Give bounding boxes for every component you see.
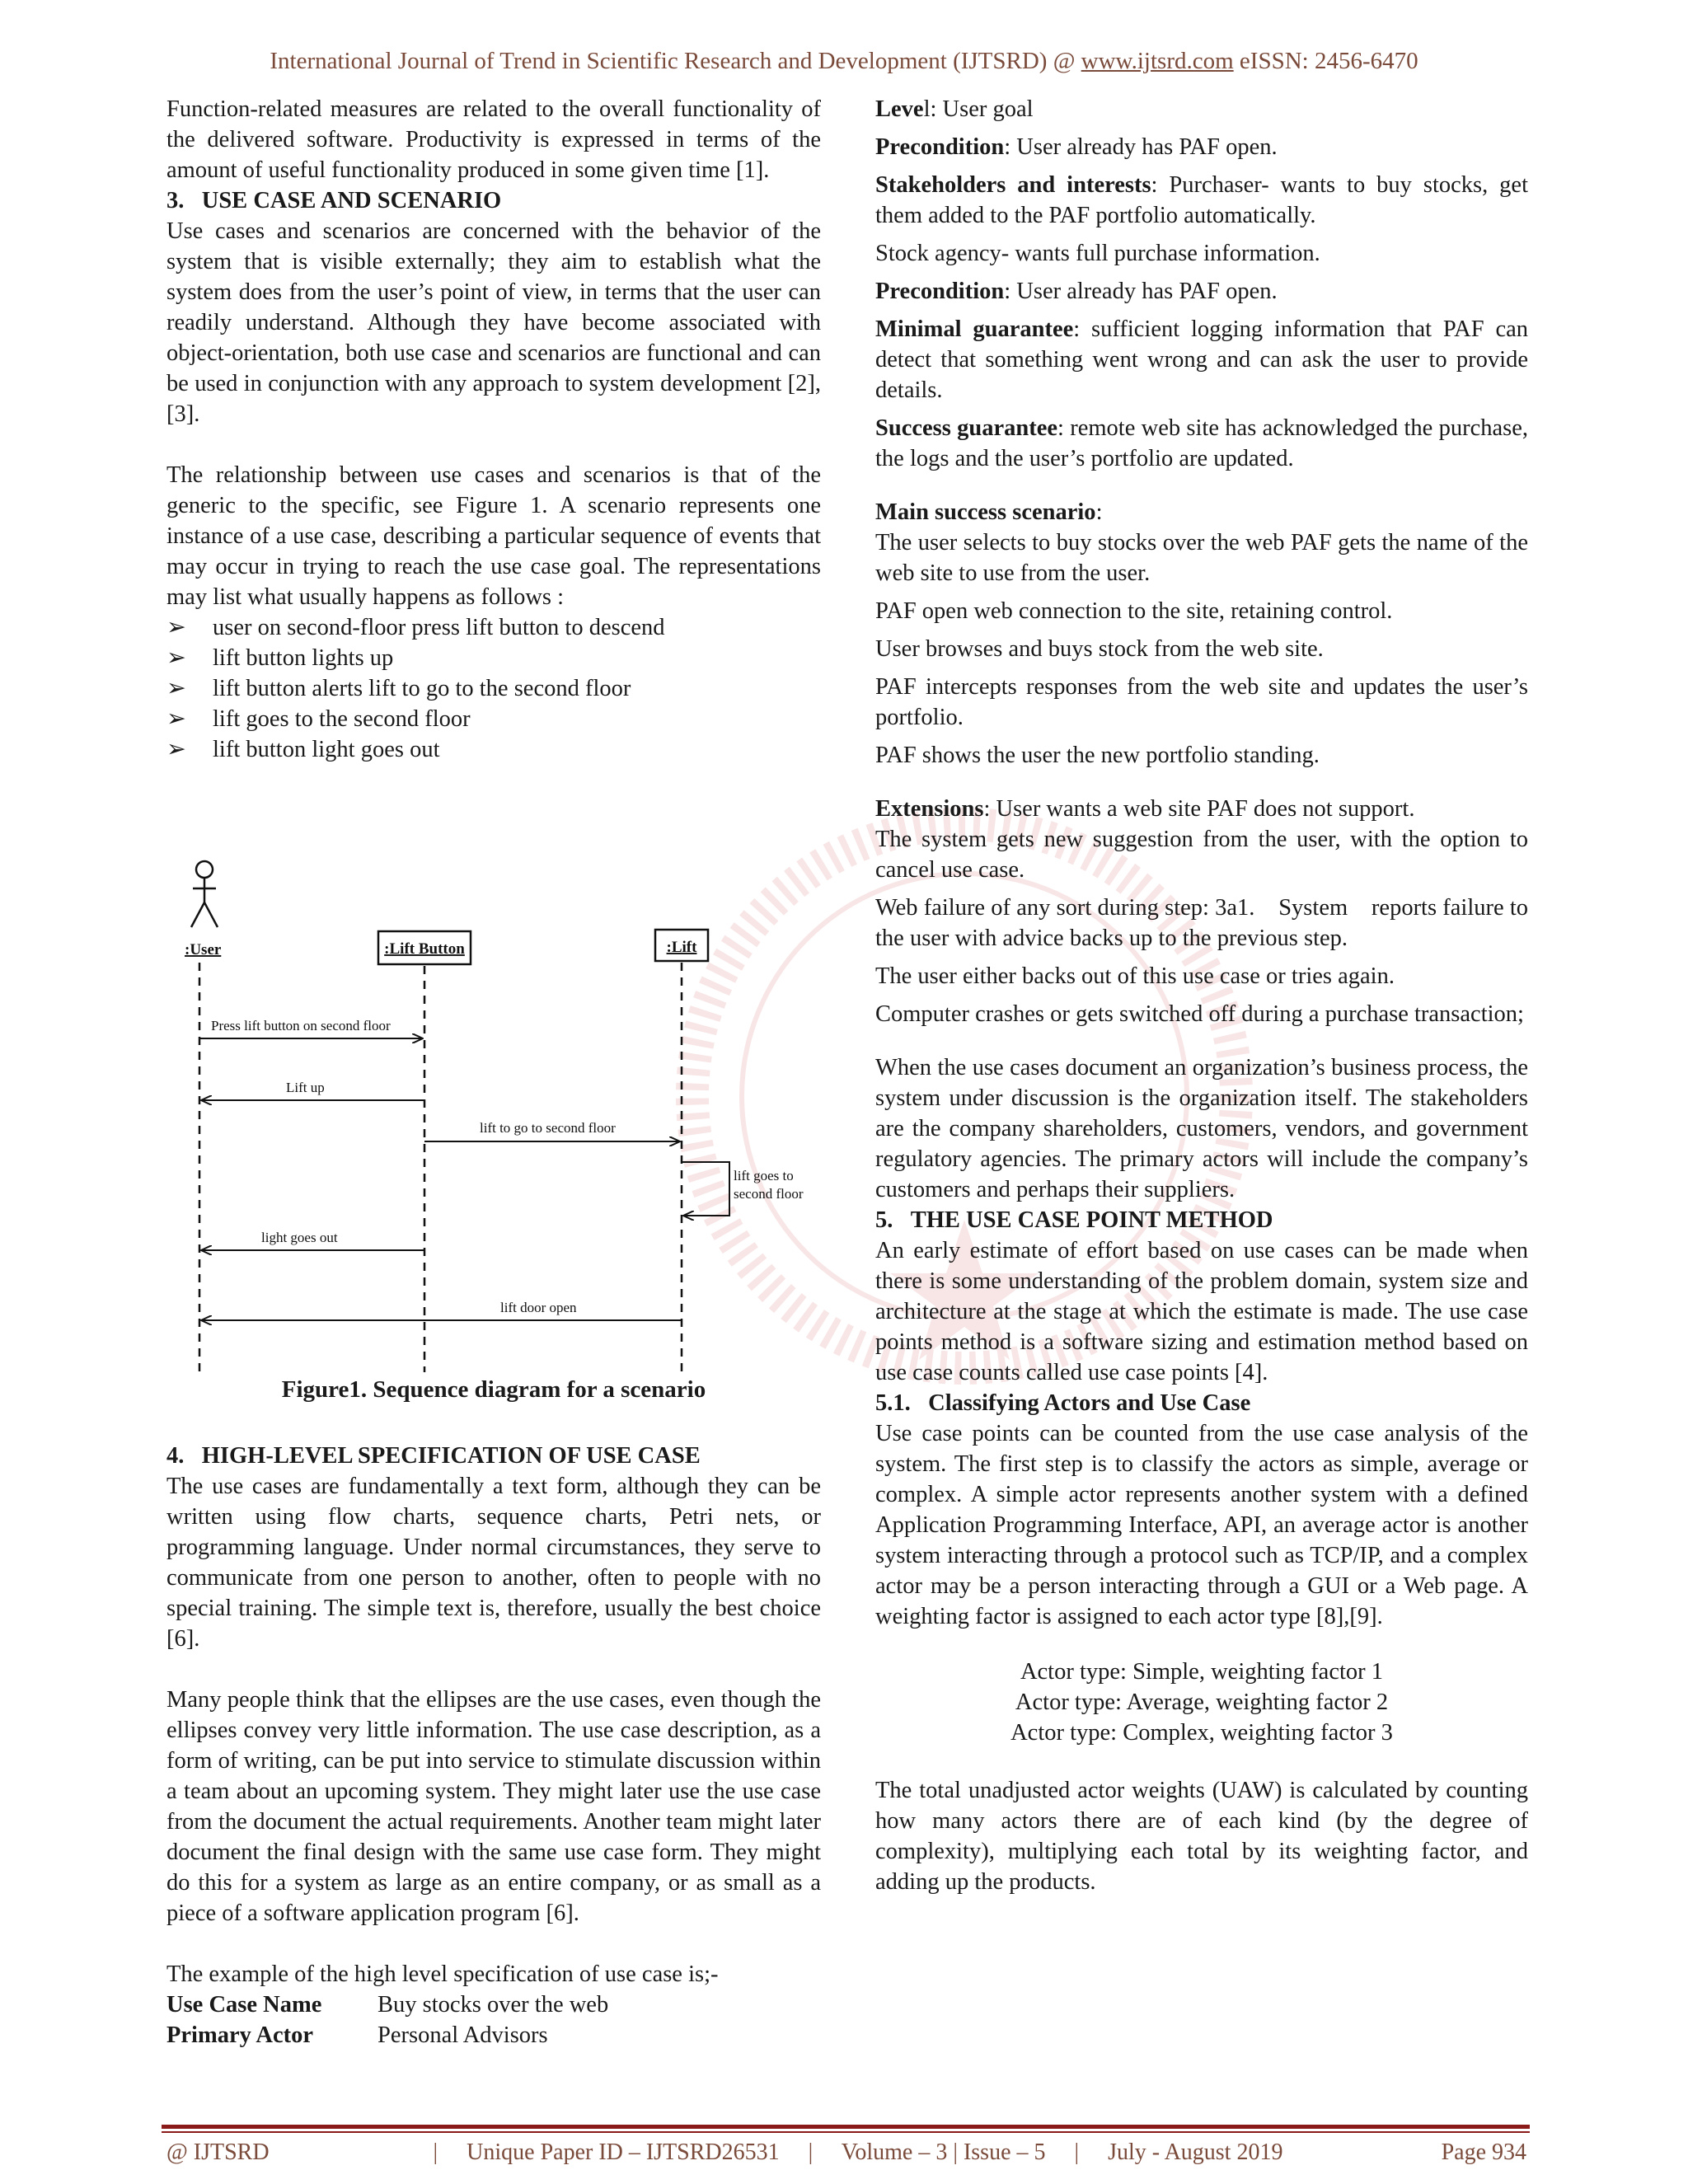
paragraph: The example of the high level specification of use case is;- [166,1961,719,1987]
list-item: ➢ lift goes to the second floor [166,704,821,734]
lifeline-label-lift-button: :Lift Button [384,940,465,958]
section-heading-3: 3. USE CASE AND SCENARIO [166,188,502,213]
running-header [0,48,1688,75]
extension-step: Computer crashes or gets switched off during a purchase transaction; [875,1001,1524,1027]
left-column-bottom [166,1441,821,2050]
footer-rule [162,2125,1530,2129]
paragraph: When the use cases document an organization’s business process, the system under discussion is the organization itself. The stakeholders are the company shareholders, customers, vendors, and government regulatory agencies. The primary actors will include the company’s customers and perhaps their suppliers. [875,1055,1528,1202]
self-message-arrow [682,1162,729,1216]
list-item: ➢ user on second-floor press lift button to descend [166,612,821,643]
footer-journal: @ IJTSRD [166,2139,270,2165]
section-heading-5: 5. THE USE CASE POINT METHOD [875,1207,1273,1233]
field-value: Buy stocks over the web [377,1992,609,2018]
field-value: Personal Advisors [377,2022,548,2048]
precondition-row: Precondition: User already has PAF open. [875,134,1278,160]
paragraph: Many people think that the ellipses are the use cases, even though the ellipses convey very little information. The use case description, as a form of writing, can be put into service to stimulate discussion within a team about an upcoming system. They might later use the use case from the document the actual requirements. Another team might later document the final design with the same use case form. They might do this for a system as large as an entire company, or as small as a piece of a software application program [6]. [166,1687,821,1926]
message-label: lift to go to second floor [480,1120,616,1136]
message-label: Press lift button on second floor [211,1018,391,1033]
footer-rule [162,2131,1530,2133]
actor-type-list [875,1657,1528,1748]
list-item: ➢ lift button alerts lift to go to the second floor [166,673,821,704]
field-label: Use Case Name [166,1992,322,2018]
paragraph: Use case points can be counted from the use case analysis of the system. The first step is to classify the actors as simple, average or complex. A simple actor represents another system with a defined Application Programming Interface, API, an average actor is another system interacting through a protocol such as TCP/IP, and a complex actor may be a person interacting through a GUI or a Web page. A weighting factor is assigned to each actor type [8],[9]. [875,1421,1528,1629]
success-guarantee-row: Success guarantee: remote web site has acknowledged the purchase, the logs and the user’s portfolio are updated. [875,415,1528,471]
lifeline-label-lift: :Lift [666,939,697,956]
journal-name: International Journal of Trend in Scientific Research and Development (IJTSRD) @ [270,48,1081,74]
list-item: ➢ lift button lights up [166,643,821,673]
paragraph: The relationship between use cases and scenarios is that of the generic to the specific, see Figure 1. A scenario represents one instance of a use case, describing a particular sequence of events that may occur in trying to reach the use case goal. The representations may list what usually happens as follows : [166,462,821,610]
sequence-diagram [166,857,826,1372]
lifeline-label-user: :User [185,941,222,958]
scenario-list [166,612,821,765]
scenario-step: PAF shows the user the new portfolio standing. [875,743,1320,768]
extension-step: Web failure of any sort during step: 3a1. System reports failure to the user with advice backs up to the previous step. [875,895,1528,951]
arrow-bullet-icon: ➢ [166,737,186,762]
scenario-step: PAF intercepts responses from the web site and updates the user’s portfolio. [875,674,1528,730]
message-label: light goes out [261,1230,338,1245]
user-stick-figure-icon [191,861,218,927]
paragraph: The use cases are fundamentally a text form, although they can be written using flow charts, sequence charts, Petri nets, or programming language. Under normal circumstances, they serve to communicate from one person to another, often to people with no special training. The simple text is, therefore, usually the best choice [6]. [166,1474,821,1652]
message-label: lift door open [500,1300,577,1315]
message-label: Lift up [286,1080,325,1095]
paragraph: Stock agency- wants full purchase information. [875,241,1320,266]
paragraph: An early estimate of effort based on use cases can be made when there is some understanding of the problem domain, system size and architecture at the stage at which the estimate is made. The use case points method is a software sizing and estimation method based on use case counts called use case points [4]. [875,1238,1528,1385]
field-label: Primary Actor [166,2022,314,2048]
list-item: ➢ lift button light goes out [166,734,821,765]
figure-caption: Figure1. Sequence diagram for a scenario [281,1376,706,1403]
level-row: Level: User goal [875,96,1034,122]
stakeholders-row: Stakeholders and interests: Purchaser- wants to buy stocks, get them added to the PAF portfolio automatically. [875,172,1528,228]
extension-step: The system gets new suggestion from the user, with the option to cancel use case. [875,827,1528,883]
message-label: lift goes to [734,1168,794,1183]
scenario-step: PAF open web connection to the site, retaining control. [875,598,1393,624]
scenario-step: The user selects to buy stocks over the web PAF gets the name of the web site to use from the user. [875,530,1528,586]
right-column [875,94,1528,1897]
journal-link[interactable]: www.ijtsrd.com [1081,48,1234,74]
extensions-row: Extensions: User wants a web site PAF does not support. [875,796,1415,822]
footer-issue-info: | Unique Paper ID – IJTSRD26531 | Volume – 3 | Issue – 5 | July - August 2019 [410,2139,1283,2165]
use-case-name-row [166,1990,821,2020]
main-success-heading: Main success scenario: [875,499,1103,525]
message-label: second floor [734,1186,804,1202]
paragraph: Use cases and scenarios are concerned with the behavior of the system that is visible externally; they aim to establish what the system does from the user’s point of view, in terms that the user can readily understand. Although they have become associated with object-orientation, both use case and scenarios are functional and can be used in conjunction with any approach to system development [2],[3]. [166,218,821,427]
left-column-top [166,94,821,765]
eissn: eISSN: 2456-6470 [1233,48,1418,74]
arrow-bullet-icon: ➢ [166,706,186,732]
actor-type-line: Actor type: Simple, weighting factor 1 [1020,1659,1384,1685]
arrow-bullet-icon: ➢ [166,615,186,640]
precondition-row: Precondition: User already has PAF open. [875,279,1278,304]
page-number: Page 934 [1441,2139,1526,2165]
paragraph: Function-related measures are related to the overall functionality of the delivered software. Productivity is expressed in terms of the amount of useful functionality produced in some given time [1]. [166,96,821,183]
arrow-bullet-icon: ➢ [166,676,186,701]
subsection-heading-5-1: 5.1. Classifying Actors and Use Case [875,1390,1251,1416]
scenario-step: User browses and buys stock from the web site. [875,636,1324,662]
primary-actor-row [166,2020,821,2050]
actor-type-line: Actor type: Complex, weighting factor 3 [1010,1720,1393,1746]
minimal-guarantee-row: Minimal guarantee: sufficient logging information that PAF can detect that something went wrong and can ask the user to provide details. [875,316,1529,403]
actor-type-line: Actor type: Average, weighting factor 2 [1015,1690,1389,1715]
paragraph: The total unadjusted actor weights (UAW) is calculated by counting how many actors there are of each kind (by the degree of complexity), multiplying each total by its weighting factor, and adding up the products. [875,1778,1528,1895]
extension-step: The user either backs out of this use case or tries again. [875,963,1395,989]
arrow-bullet-icon: ➢ [166,645,186,671]
section-heading-4: 4. HIGH-LEVEL SPECIFICATION OF USE CASE [166,1443,701,1469]
